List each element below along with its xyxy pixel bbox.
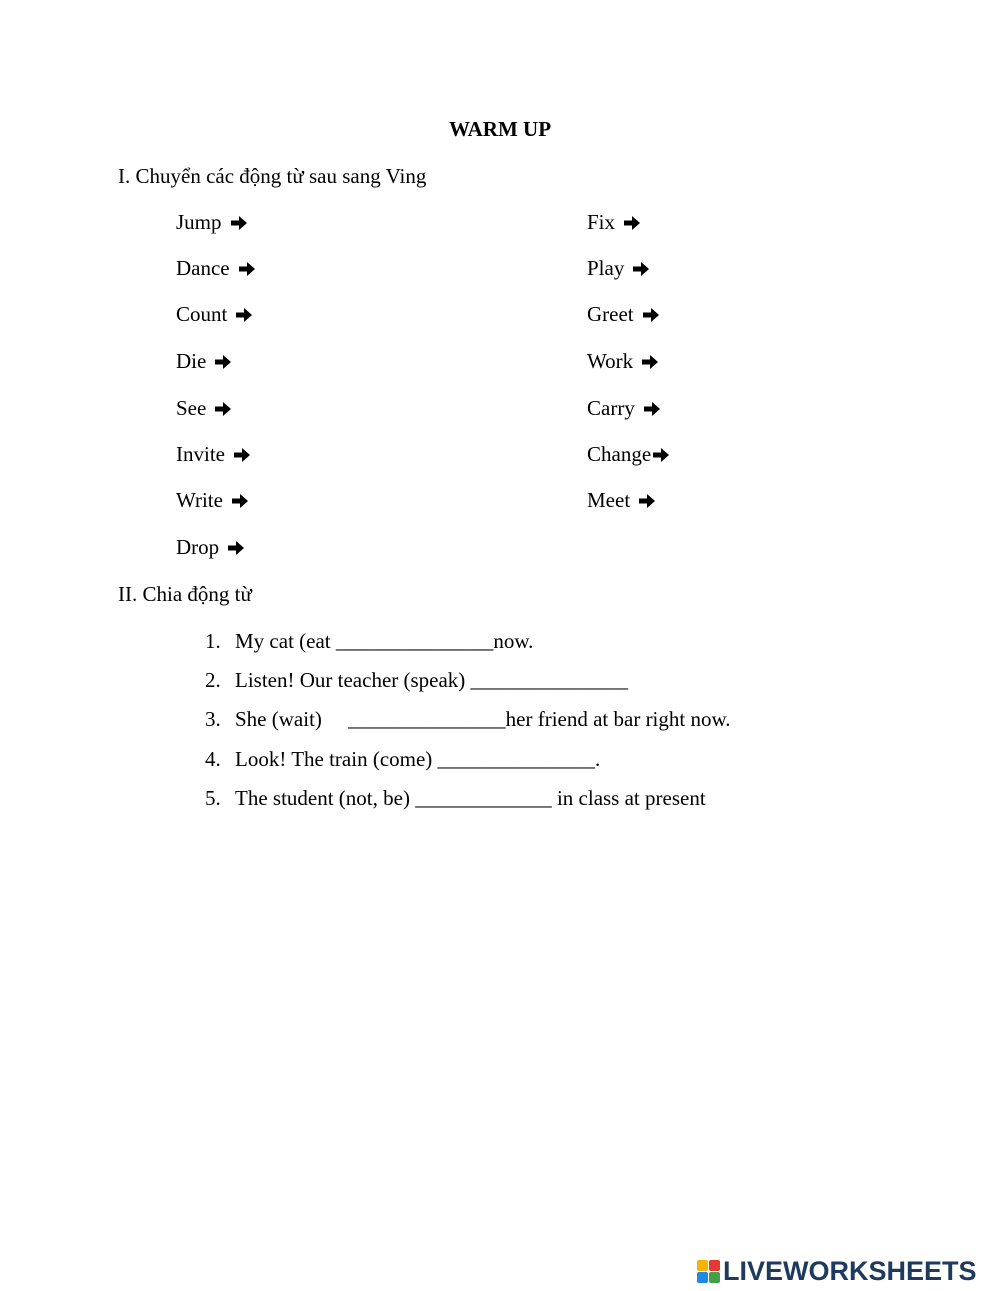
right-arrow-icon [235, 307, 253, 323]
exercise-text: Listen! Our teacher (speak) _______________ [235, 668, 629, 692]
exercise-text: She (wait) _______________her friend at bar right now. [235, 707, 731, 731]
exercise-item [205, 786, 706, 811]
right-arrow-icon [214, 401, 232, 417]
verb-label: Work [587, 349, 634, 373]
exercise-text: The student (not, be) _____________ in class at present [235, 786, 706, 810]
brand-name: LIVEWORKSHEETS [723, 1255, 977, 1286]
logo-tile [709, 1272, 720, 1283]
verb-label: Meet [587, 488, 631, 512]
page-title: WARM UP [448, 117, 552, 141]
verb-label: Change [587, 442, 652, 466]
liveworksheets-logo-icon [697, 1260, 720, 1283]
exercise-number: 4. [205, 747, 221, 771]
verb-label: Write [176, 488, 223, 512]
verb-item [176, 349, 232, 374]
right-arrow-icon [227, 540, 245, 556]
right-arrow-icon [643, 401, 661, 417]
verb-item [587, 256, 650, 281]
verb-item [587, 488, 656, 513]
verb-item [176, 535, 245, 560]
verb-item [176, 256, 256, 281]
right-arrow-icon [652, 447, 670, 463]
verb-item [587, 210, 641, 235]
exercise-text: My cat (eat _______________now. [235, 629, 534, 653]
verb-label: Fix [587, 210, 616, 234]
exercise-number: 2. [205, 668, 221, 692]
logo-tile [697, 1260, 708, 1271]
verb-item [176, 302, 253, 327]
verb-label: Count [176, 302, 228, 326]
logo-tile [697, 1272, 708, 1283]
right-arrow-icon [230, 215, 248, 231]
right-arrow-icon [231, 493, 249, 509]
exercise-text: Look! The train (come) _______________. [235, 747, 601, 771]
section-2-heading: II. Chia động từ [118, 582, 252, 606]
section-1-heading: I. Chuyển các động từ sau sang Ving [118, 164, 427, 188]
logo-tile [709, 1260, 720, 1271]
verb-item [176, 396, 232, 421]
verb-item [587, 442, 670, 467]
verb-item [587, 302, 660, 327]
verb-label: Jump [176, 210, 222, 234]
verb-label: Die [176, 349, 207, 373]
exercise-item [205, 668, 628, 693]
verb-item [176, 210, 248, 235]
exercise-number: 3. [205, 707, 221, 731]
exercise-number: 1. [205, 629, 221, 653]
right-arrow-icon [233, 447, 251, 463]
exercise-item [205, 747, 600, 772]
right-arrow-icon [642, 307, 660, 323]
verb-label: Play [587, 256, 625, 280]
verb-label: Invite [176, 442, 225, 466]
verb-label: Greet [587, 302, 634, 326]
right-arrow-icon [632, 261, 650, 277]
verb-item [176, 442, 251, 467]
right-arrow-icon [638, 493, 656, 509]
verb-label: Dance [176, 256, 230, 280]
right-arrow-icon [238, 261, 256, 277]
verb-item [176, 488, 249, 513]
verb-item [587, 396, 661, 421]
verb-item [587, 349, 659, 374]
liveworksheets-brand [697, 1256, 977, 1286]
verb-label: Drop [176, 535, 220, 559]
exercise-number: 5. [205, 786, 221, 810]
exercise-item [205, 707, 731, 732]
verb-label: Carry [587, 396, 635, 420]
right-arrow-icon [623, 215, 641, 231]
right-arrow-icon [641, 354, 659, 370]
right-arrow-icon [214, 354, 232, 370]
verb-label: See [176, 396, 207, 420]
exercise-item [205, 629, 533, 654]
